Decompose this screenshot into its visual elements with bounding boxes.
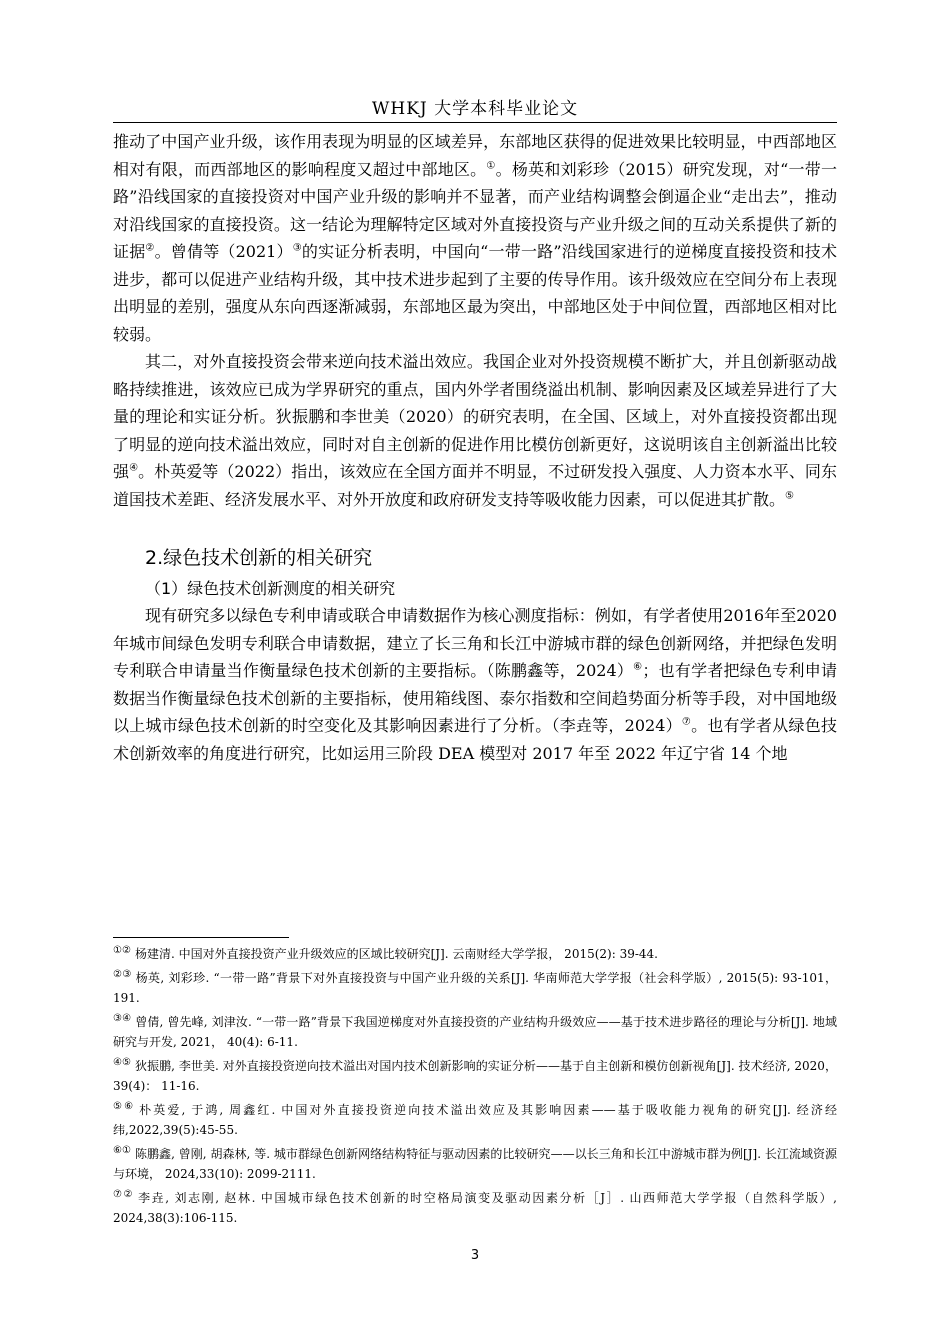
footnote-separator bbox=[113, 937, 289, 938]
paragraph-2-text-a: 其二，对外直接投资会带来逆向技术溢出效应。我国企业对外投资规模不断扩大，并且创新驱动战略持续推进，该效应已成为学界研究的重点，国内外学者围绕溢出机制、影响因素及区域差异进行了大量的理论和实证分析。狄振鹏和李世美（2020）的研究表明，在全国、区域上，对外直接投资都出现了明显的逆向技术溢出效应，同时对自主创新的促进作用比模仿创新更好，这说明该自主创新溢出比较强 bbox=[113, 352, 837, 481]
paragraph-1-text-b: 。杨英和刘彩珍（2015）研究发现，对“一带一路”沿线国家的直接投资对中国产业升级的影响并不显著，而产业结构调整会倒逼企业“走出去”，推动对沿线国家的直接投资。这一结论为理解特定区域对外直接投资与产业升级之间的互动关系提供了新的证据 bbox=[113, 159, 837, 261]
paragraph-1-text-d: 的实证分析表明，中国向“一带一路”沿线国家进行的逆梯度直接投资和技术进步，都可以促进产业结构升级，其中技术进步起到了主要的传导作用。该升级效应在空间分布上表现出明显的差别，强度从东向西逐渐减弱，东部地区最为突出，中部地区处于中间位置，西部地区相对比较弱。 bbox=[113, 242, 837, 344]
footnote-text: 李垚, 刘志刚, 赵林. 中国城市绿色技术创新的时空格局演变及驱动因素分析［J］. 山西师范大学学报（自然科学版）, 2024,38(3):106-115. bbox=[113, 1191, 837, 1225]
paragraph-3 bbox=[113, 602, 837, 767]
footnote-ref-2: ② bbox=[145, 242, 155, 254]
footnote-ref-4: ④ bbox=[129, 462, 139, 474]
body-text bbox=[113, 128, 837, 767]
footnote-text: 朴英爱, 于鸿, 周鑫红. 中国对外直接投资逆向技术溢出效应及其影响因素——基于吸收能力视角的研究[J]. 经济经纬,2022,39(5):45-55. bbox=[113, 1103, 837, 1137]
paragraph-1 bbox=[113, 128, 837, 348]
footnote-ref-1: ① bbox=[486, 160, 496, 172]
footnote-item bbox=[113, 1012, 837, 1052]
footnote-item bbox=[113, 1100, 837, 1140]
paragraph-3-text-a: 现有研究多以绿色专利申请或联合申请数据作为核心测度指标：例如，有学者使用2016年至2020年城市间绿色发明专利联合申请数据，建立了长三角和长江中游城市群的绿色创新网络，并把绿色发明专利联合申请量当作衡量绿色技术创新的主要指标。（陈鹏鑫等，2024） bbox=[113, 606, 837, 680]
footnote-ref-5: ⑤ bbox=[785, 490, 794, 502]
footnote-item bbox=[113, 968, 837, 1008]
paragraph-3-text-c: 。也有学者从绿色技术创新效率的角度进行研究，比如运用三阶段 DEA 模型对 2017 年至 2022 年辽宁省 14 个地 bbox=[113, 716, 837, 763]
footnote-item bbox=[113, 1144, 837, 1184]
footnote-item bbox=[113, 944, 837, 964]
footnote-ref-6: ⑥ bbox=[633, 661, 643, 673]
paragraph-1-text-a: 推动了中国产业升级，该作用表现为明显的区域差异，东部地区获得的促进效果比较明显，中西部地区相对有限，而西部地区的影响程度又超过中部地区。 bbox=[113, 132, 837, 179]
footnote-ref-7: ⑦ bbox=[681, 716, 692, 728]
paragraph-1-text-c: 。曾倩等（2021） bbox=[154, 242, 293, 261]
footnote-text: 狄振鹏, 李世美. 对外直接投资逆向技术溢出对国内技术创新影响的实证分析——基于自主创新和模仿创新视角[J]. 技术经济, 2020， 39(4)： 11-16. bbox=[113, 1059, 837, 1093]
footnote-item bbox=[113, 1056, 837, 1096]
footnote-ref-3: ③ bbox=[292, 242, 302, 254]
footnote-text: 杨英, 刘彩珍. “一带一路”背景下对外直接投资与中国产业升级的关系[J]. 华南师范大学学报（社会科学版）, 2015(5): 93-101， 191. bbox=[113, 971, 837, 1005]
footnote-marker: ⑦② bbox=[113, 1189, 135, 1200]
footnote-marker: ③④ bbox=[113, 1013, 132, 1024]
footnote-marker: ⑥① bbox=[113, 1145, 131, 1156]
section-heading: 2.绿色技术创新的相关研究 bbox=[145, 547, 373, 569]
subsection-heading: （1）绿色技术创新测度的相关研究 bbox=[145, 579, 396, 598]
header-rule bbox=[113, 122, 837, 123]
page-number: 3 bbox=[470, 1248, 480, 1263]
footnote-text: 曾倩, 曾先峰, 刘津汝. “一带一路”背景下我国逆梯度对外直接投资的产业结构升级效应——基于技术进步路径的理论与分析[J]. 地域研究与开发, 2021， 40(4): 6-11. bbox=[113, 1015, 837, 1049]
paragraph-2-text-b: 。朴英爱等（2022）指出，该效应在全国方面并不明显，不过研发投入强度、人力资本水平、同东道国技术差距、经济发展水平、对外开放度和政府研发支持等吸收能力因素，可以促进其扩散。 bbox=[113, 462, 837, 509]
footnote-text: 陈鹏鑫, 曾刚, 胡森林, 等. 城市群绿色创新网络结构特征与驱动因素的比较研究——以长三角和长江中游城市群为例[J]. 长江流域资源与环境， 2024,33(10): 2099-2111. bbox=[113, 1147, 837, 1181]
footnote-text: 杨建清. 中国对外直接投资产业升级效应的区域比较研究[J]. 云南财经大学学报， 2015(2): 39-44. bbox=[134, 947, 658, 961]
page-header: WHKJ 大学本科毕业论文 bbox=[371, 99, 579, 119]
footnote-marker: ①② bbox=[113, 945, 131, 956]
paragraph-2 bbox=[113, 348, 837, 513]
footnotes bbox=[113, 944, 837, 1232]
footnote-marker: ④⑤ bbox=[113, 1057, 132, 1068]
footnote-marker: ②③ bbox=[113, 969, 132, 980]
paragraph-3-text-b: ；也有学者把绿色专利申请数据当作衡量绿色技术创新的主要指标，使用箱线图、泰尔指数和空间趋势面分析等手段，对中国地级以上城市绿色技术创新的时空变化及其影响因素进行了分析。（李垚等，2024） bbox=[113, 661, 837, 735]
footnote-item bbox=[113, 1188, 837, 1228]
footnote-marker: ⑤⑥ bbox=[113, 1101, 136, 1112]
